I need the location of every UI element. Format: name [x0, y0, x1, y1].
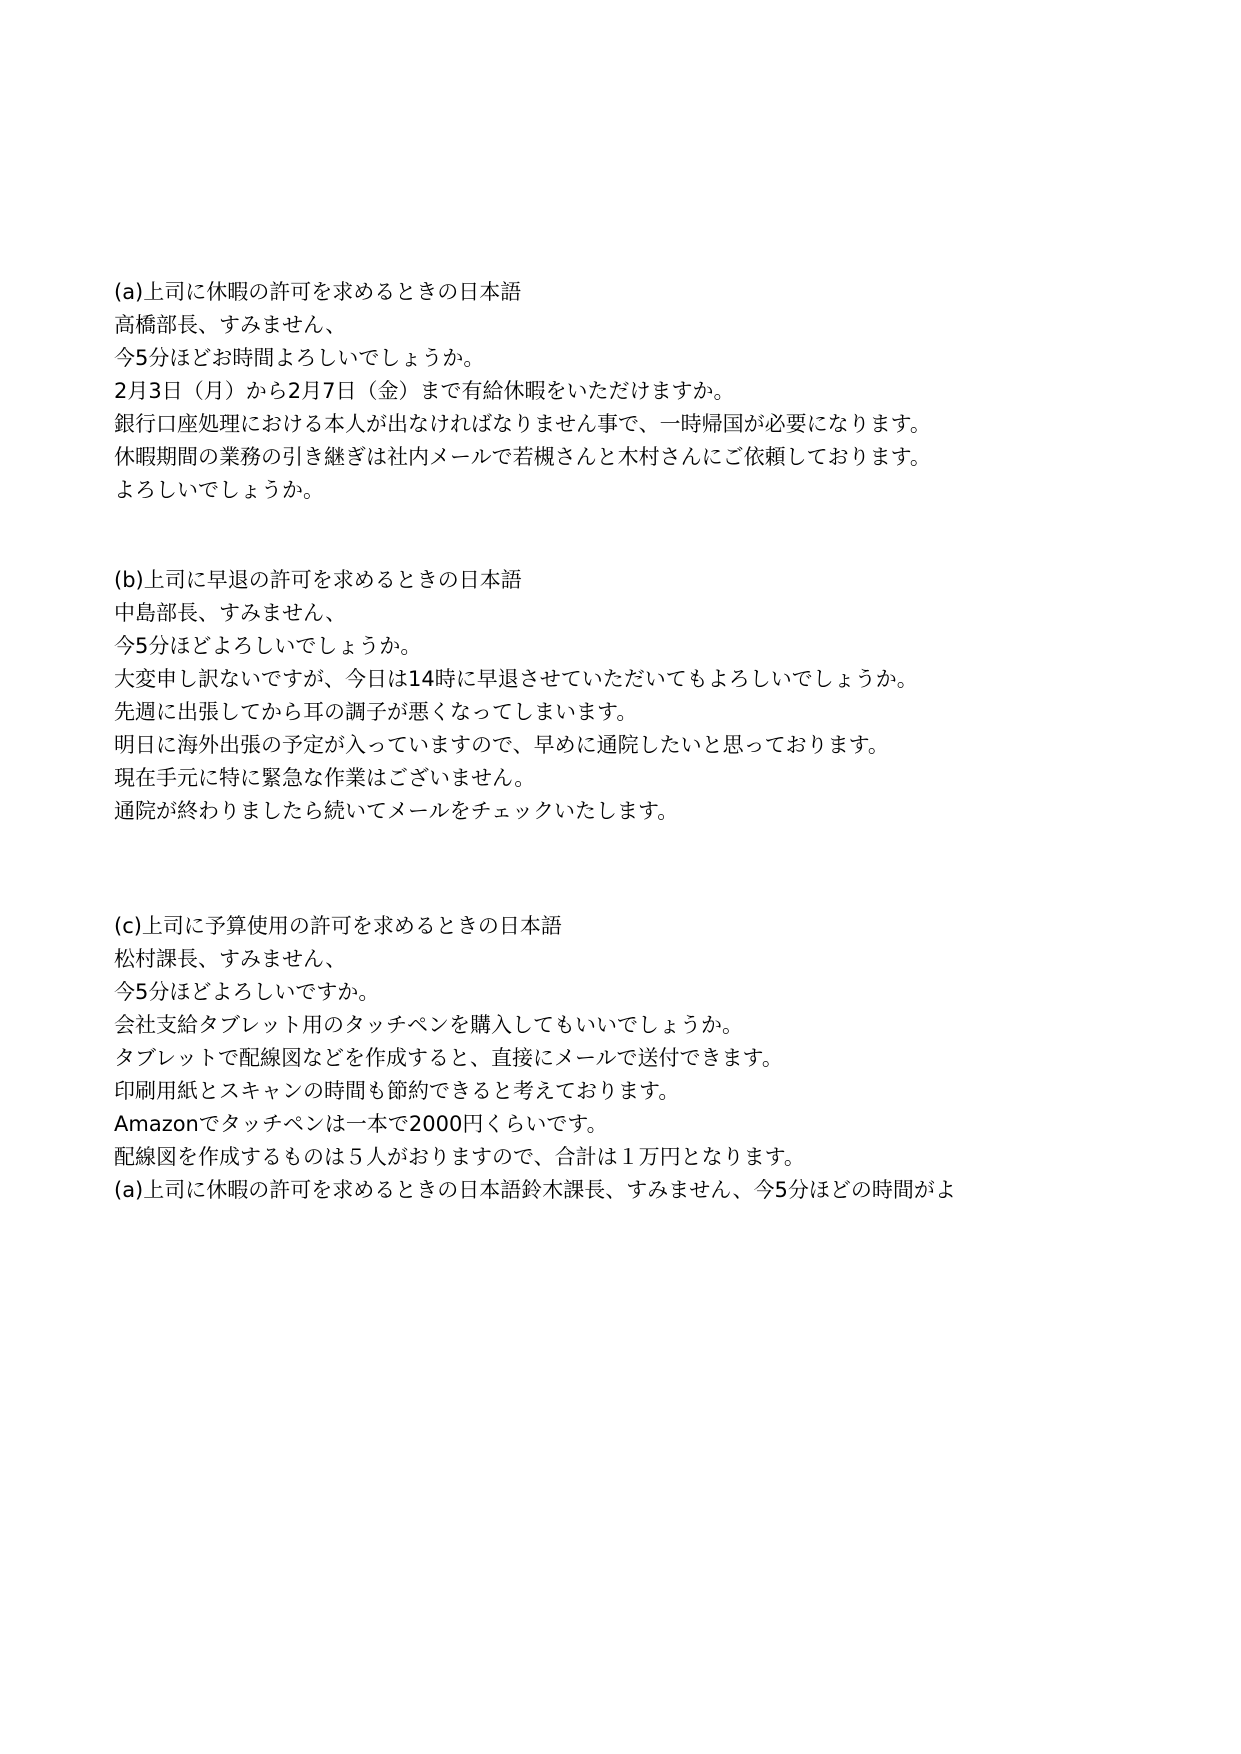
text-line: 現在手元に特に緊急な作業はございません。: [114, 766, 536, 790]
text-line: 今5分ほどよろしいでしょうか。: [114, 634, 422, 658]
text-line: よろしいでしょうか。: [114, 478, 324, 502]
section-heading: (b)上司に早退の許可を求めるときの日本語: [114, 568, 522, 592]
section-vacation-request: [114, 276, 1034, 507]
text-line: 休暇期間の業務の引き継ぎは社内メールで若槻さんと木村さんにご依頼しております。: [114, 445, 931, 469]
section-heading: (a)上司に休暇の許可を求めるときの日本語: [114, 280, 522, 304]
text-line-clipped: (a)上司に休暇の許可を求めるときの日本語鈴木課長、すみません、今5分ほどの時間がよ: [114, 1178, 956, 1202]
text-line: 2月3日（月）から2月7日（金）まで有給休暇をいただけますか。: [114, 379, 735, 403]
text-line: 今5分ほどよろしいですか。: [114, 980, 380, 1004]
text-line: タブレットで配線図などを作成すると、直接にメールで送付できます。: [114, 1046, 783, 1070]
text-line: 明日に海外出張の予定が入っていますので、早めに通院したいと思っております。: [114, 733, 889, 757]
section-budget-request: [114, 910, 1034, 1207]
text-line: 大変申し訳ないですが、今日は14時に早退させていただいてもよろしいでしょうか。: [114, 667, 918, 691]
text-line: 今5分ほどお時間よろしいでしょうか。: [114, 346, 485, 370]
text-line: 銀行口座処理における本人が出なければなりません事で、一時帰国が必要になります。: [114, 412, 931, 436]
text-line: 配線図を作成するものは５人がおりますので、合計は１万円となります。: [114, 1145, 805, 1169]
section-heading: (c)上司に予算使用の許可を求めるときの日本語: [114, 914, 562, 938]
text-line: 高橋部長、すみません、: [114, 313, 347, 337]
text-line: Amazonでタッチペンは一本で2000円くらいです。: [114, 1112, 608, 1136]
text-line: 印刷用紙とスキャンの時間も節約できると考えております。: [114, 1079, 680, 1103]
section-early-leave-request: [114, 564, 1034, 828]
text-line: 中島部長、すみません、: [114, 601, 347, 625]
text-line: 会社支給タブレット用のタッチペンを購入してもいいでしょうか。: [114, 1013, 743, 1037]
text-line: 先週に出張してから耳の調子が悪くなってしまいます。: [114, 700, 638, 724]
text-line: 松村課長、すみません、: [114, 947, 347, 971]
text-line: 通院が終わりましたら続いてメールをチェックいたします。: [114, 799, 679, 823]
